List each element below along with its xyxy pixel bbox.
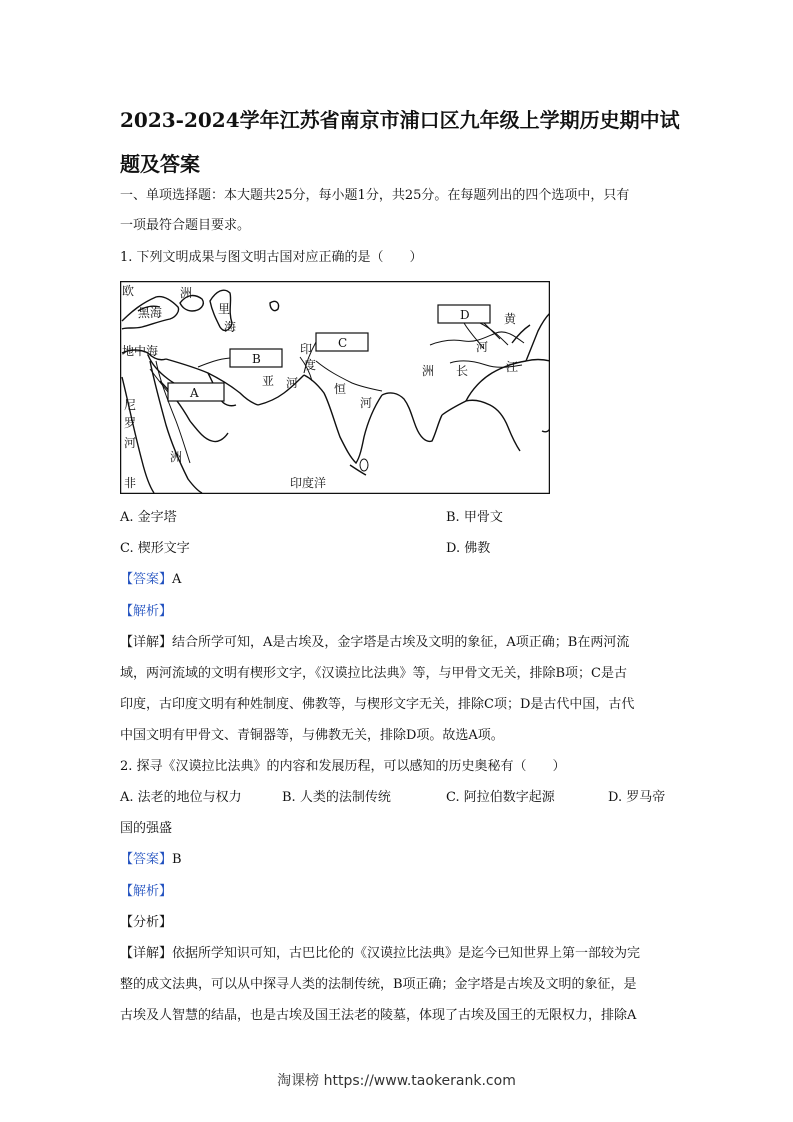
- q2-fenxi-tag: 【分析】: [120, 915, 173, 930]
- question-1-stem: 1. 下列文明成果与图文明古国对应正确的是（ ）: [120, 250, 423, 265]
- q2-option-a: A. 法老的地位与权力: [120, 790, 242, 805]
- label-box-a: A: [190, 386, 199, 400]
- label-box-b: B: [252, 352, 261, 366]
- label-hai-caspian: 海: [224, 320, 237, 334]
- q2-option-b: B. 人类的法制传统: [282, 790, 391, 805]
- label-du: 度: [304, 358, 317, 372]
- q1-analysis-tag: [120, 602, 680, 622]
- map-figure: [120, 281, 550, 494]
- section-instruction-line2: 一项最符合题目要求。: [120, 218, 251, 233]
- question-2-stem: 2. 探寻《汉谟拉比法典》的内容和发展历程，可以感知的历史奥秘有（ ）: [120, 759, 566, 774]
- label-zhou-africa: 洲: [170, 450, 183, 464]
- q1-answer-value: A: [172, 572, 182, 587]
- q1-detail-line-2: 域，两河流域的文明有楔形文字，《汉谟拉比法典》等，与甲骨文无关，排除B项；C是古: [120, 666, 628, 681]
- q2-detail-line-1: [120, 944, 680, 964]
- label-fei: 非: [124, 476, 137, 490]
- q1-answer-tag: 【答案】: [120, 572, 173, 587]
- label-ou: 欧: [122, 284, 135, 298]
- label-zhou-asia: 洲: [422, 364, 435, 378]
- label-yin: 印: [300, 342, 313, 356]
- label-box-c: C: [338, 336, 348, 350]
- label-ya: 亚: [262, 374, 275, 388]
- q1-detail-line-3: 印度，古印度文明有种姓制度、佛教等，与楔形文字无关，排除C项；D是古代中国，古代: [120, 697, 635, 712]
- q2-detail-line-2: 整的成文法典，可以从中探寻人类的法制传统，B项正确；金字塔是古埃及文明的象征，是: [120, 977, 637, 992]
- q2-detail-line-3: 古埃及人智慧的结晶，也是古埃及国王法老的陵墓，体现了古埃及国王的无限权力，排除A: [120, 1008, 637, 1023]
- section-instruction-line1: 一、单项选择题：本大题共25分，每小题1分，共25分。在每题列出的四个选项中，只有: [120, 188, 630, 203]
- q1-option-c: C. 楔形文字: [120, 541, 190, 556]
- label-li: 里: [218, 302, 231, 316]
- q2-option-d-continued: 国的强盛: [120, 821, 173, 836]
- q1-option-a: A. 金字塔: [120, 510, 177, 525]
- label-he-nile: 河: [124, 436, 137, 450]
- q2-answer-value: B: [172, 852, 182, 867]
- label-he-indus: 河: [286, 376, 299, 390]
- q1-detail-tag: 【详解】: [120, 635, 173, 650]
- label-luo: 罗: [124, 416, 137, 430]
- label-heihai: 黑海: [138, 306, 163, 320]
- q2-detail-tag: 【详解】: [120, 946, 173, 961]
- page-title: 2023-2024学年江苏省南京市浦口区九年级上学期历史期中试题及答案: [120, 108, 680, 176]
- label-zhou-europe: 洲: [180, 286, 193, 300]
- q2-detail-text-1: 依据所学知识可知，古巴比伦的《汉谟拉比法典》是迄今已知世界上第一部较为完: [172, 946, 641, 961]
- q1-detail-text-1: 结合所学可知，A是古埃及，金字塔是古埃及文明的象征，A项正确；B在两河流: [172, 635, 630, 650]
- q1-option-d: D. 佛教: [446, 541, 491, 556]
- label-chang: 长: [456, 364, 469, 378]
- q2-option-c: C. 阿拉伯数字起源: [446, 790, 555, 805]
- ancient-civilizations-map: [120, 281, 550, 494]
- q1-answer: [120, 570, 680, 590]
- label-heng: 恒: [334, 382, 347, 396]
- q2-answer-tag: 【答案】: [120, 852, 173, 867]
- q2-analysis-tag: [120, 882, 680, 902]
- page-footer-watermark: 淘课榜 https://www.taokerank.com: [277, 1073, 516, 1089]
- q1-detail-line-1: [120, 633, 680, 653]
- label-indian-ocean: 印度洋: [290, 476, 327, 490]
- q1-detail-line-4: 中国文明有甲骨文、青铜器等，与佛教无关，排除D项。故选A项。: [120, 728, 504, 743]
- label-jiang: 江: [506, 360, 519, 374]
- q1-option-b: B. 甲骨文: [446, 510, 503, 525]
- q2-answer: [120, 850, 680, 870]
- label-ni: 尼: [124, 398, 137, 412]
- label-he-yellow: 河: [476, 340, 489, 354]
- label-huang: 黄: [504, 312, 517, 326]
- q2-option-d: D. 罗马帝: [608, 790, 666, 805]
- sri-lanka-island: [360, 459, 368, 471]
- q1-analysis-label: 【解析】: [120, 604, 173, 619]
- label-he-ganges: 河: [360, 396, 373, 410]
- label-dizhonghai: 地中海: [122, 344, 159, 358]
- label-box-d: D: [460, 308, 470, 322]
- q2-analysis-label: 【解析】: [120, 884, 173, 899]
